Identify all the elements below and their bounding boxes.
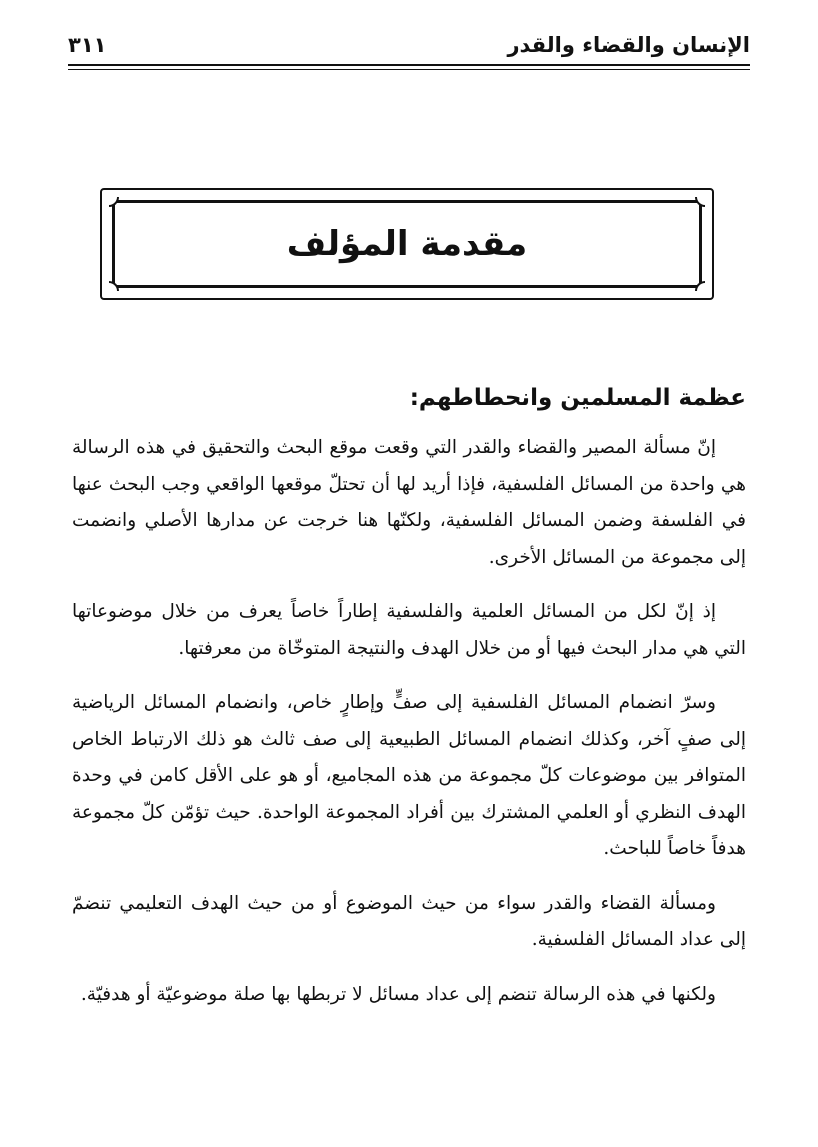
frame-corner-ornament (695, 197, 705, 207)
paragraph: ومسألة القضاء والقدر سواء من حيث الموضوع أو من حيث الهدف التعليمي تنضمّ إلى عداد المسائل الفلسفية. (72, 892, 746, 950)
frame-corner-ornament (695, 281, 705, 291)
body-content (72, 378, 746, 1031)
running-title: الإنسان والقضاء والقدر (507, 33, 750, 57)
chapter-title-frame (100, 188, 714, 300)
chapter-title-inner-frame (112, 200, 702, 288)
section-heading: عظمة المسلمين وانحطاطهم: (409, 385, 746, 411)
chapter-title: مقدمة المؤلف (286, 224, 528, 264)
paragraph: إذ إنّ لكل من المسائل العلمية والفلسفية إطاراً خاصاً يعرف من خلال موضوعاتها التي هي مدار البحث فيها أو من خلال الهدف والنتيجة المتوخّاة من معرفتها. (72, 601, 746, 659)
frame-corner-ornament (109, 281, 119, 291)
paragraph: إنّ مسألة المصير والقضاء والقدر التي وقعت موقع البحث والتحقيق في هذه الرسالة هي واحدة من المسائل الفلسفية، فإذا أريد لها أن تحتلّ موقعها الواقعي وجب البحث عنها في الفلسفة وضمن المسائل الفلسفية، ولكنّها هنا خرجت عن مدارها الأصلي وانضمت إلى مجموعة من المسائل الأخرى. (72, 437, 746, 568)
paragraph: ولكنها في هذه الرسالة تنضم إلى عداد مسائل لا تربطها بها صلة موضوعيّة أو هدفيّة. (80, 983, 716, 1005)
frame-corner-ornament (109, 197, 119, 207)
page-number: ٣١١ (68, 33, 107, 57)
header-double-rule (68, 64, 750, 70)
paragraph: وسرّ انضمام المسائل الفلسفية إلى صفٍّ وإطارٍ خاص، وانضمام المسائل الرياضية إلى صفٍ آخر، وكذلك انضمام المسائل الطبيعية إلى صف ثالث هو ذلك الارتباط الخاص المتوافر بين موضوعات كلّ مجموعة من هذه المجاميع، أو هو على الأقل كامن في وحدة الهدف النظري أو العلمي المشترك بين أفراد المجموعة الواحدة. حيث تؤمّن كلّ مجموعة هدفاً خاصاً للباحث. (72, 692, 746, 859)
running-header (68, 28, 750, 62)
